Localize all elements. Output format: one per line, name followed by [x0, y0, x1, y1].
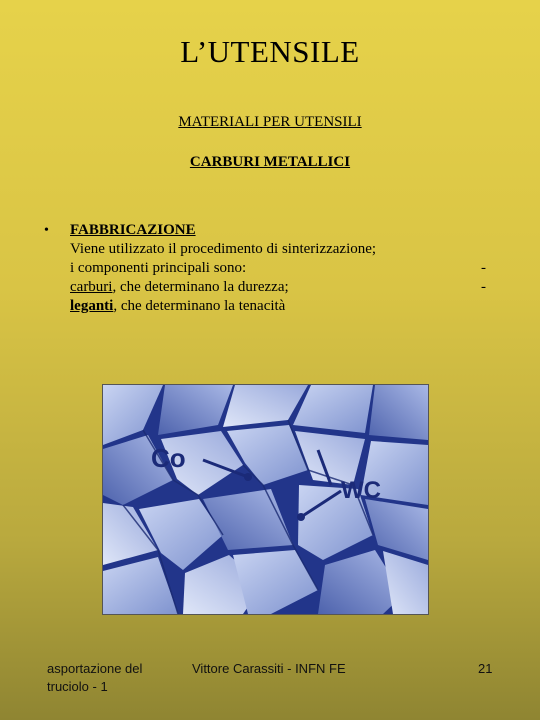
- micrograph-drawing: [103, 385, 428, 614]
- dash-1: -: [481, 260, 486, 276]
- bullet-line-1: Viene utilizzato il procedimento di sinterizzazione;: [70, 241, 377, 257]
- footer-course-line-2: truciolo - 1: [47, 679, 108, 694]
- subtitle-materials: MATERIALI PER UTENSILI: [178, 114, 362, 130]
- bullet-line-2: i componenti principali sono:: [70, 260, 247, 276]
- carbide-micrograph-image: [102, 384, 429, 615]
- bullet-marker: •: [44, 223, 49, 238]
- bullet-item-carbides: [70, 278, 470, 297]
- item-binders-rest: , che determinano la tenacità: [113, 298, 286, 314]
- subtitle-carbides: CARBURI METALLICI: [189, 154, 351, 170]
- label-wc: WC: [341, 477, 381, 504]
- bullet-heading: FABBRICAZIONE: [70, 222, 196, 238]
- footer-course-line-1: asportazione del: [47, 661, 143, 676]
- term-carbides: carburi: [70, 279, 113, 295]
- page-number: 21: [478, 661, 493, 676]
- label-co: Co: [151, 443, 186, 473]
- term-binders: leganti: [70, 298, 114, 314]
- bullet-item-binders: [70, 297, 470, 316]
- footer-course: [47, 660, 167, 696]
- slide-title: L’UTENSILE: [180, 34, 360, 69]
- dash-2: -: [481, 279, 486, 295]
- item-carbides-rest: , che determinano la durezza;: [112, 279, 289, 295]
- bullet-text: [70, 221, 470, 316]
- footer-author: Vittore Carassiti - INFN FE: [192, 661, 346, 676]
